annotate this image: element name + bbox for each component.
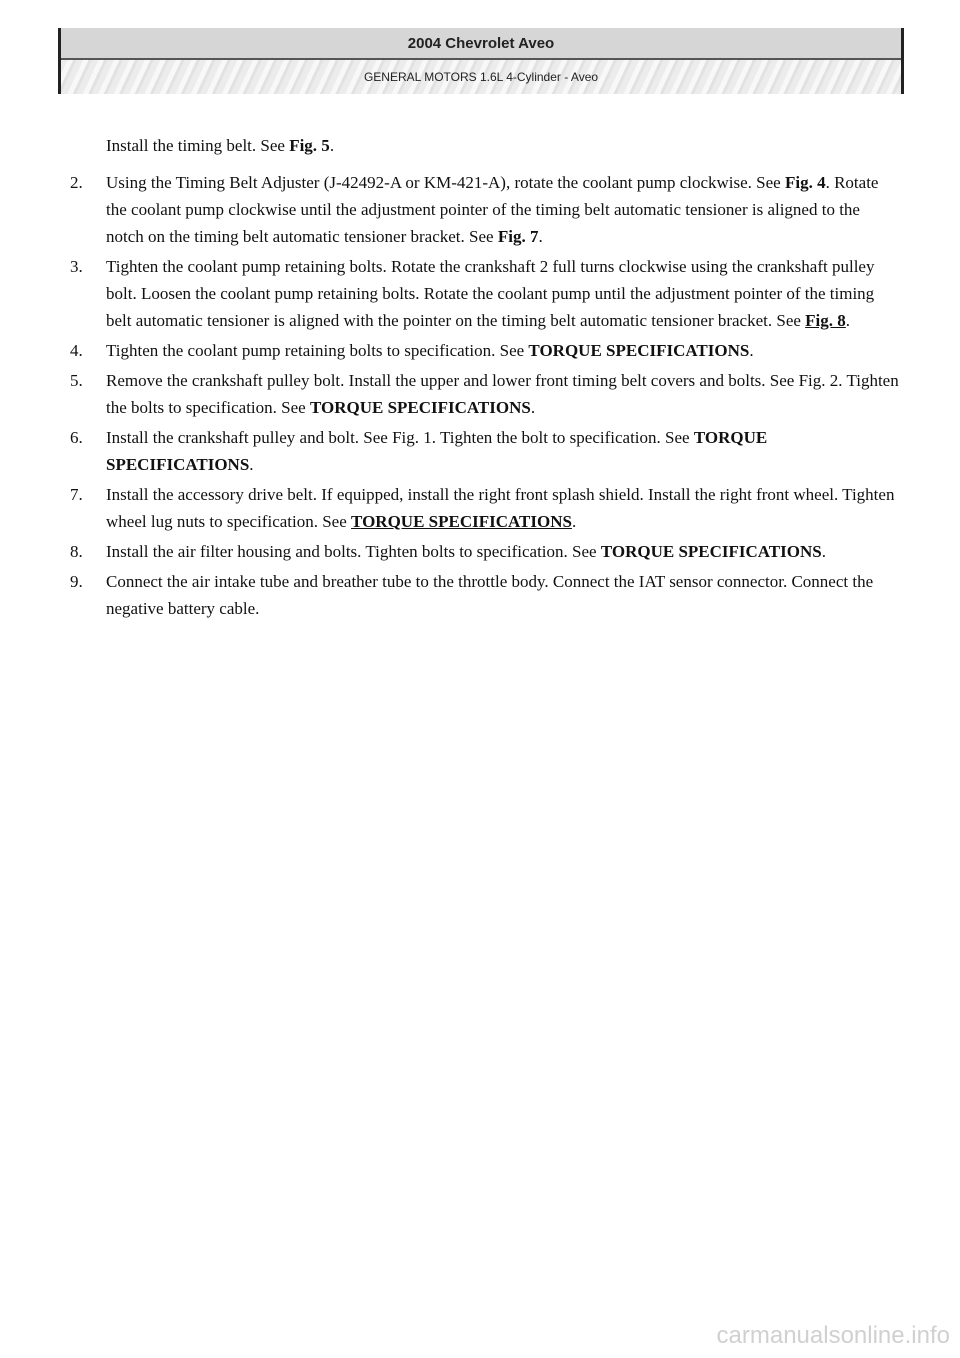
step-number: 8.: [70, 542, 83, 561]
procedure-step: [70, 169, 900, 250]
step-number: 3.: [70, 257, 83, 276]
step-number: 5.: [70, 371, 83, 390]
step-text: Connect the air intake tube and breather tube to the throttle body. Connect the IAT sensor connector. Connect the negative battery cable.: [106, 572, 874, 618]
procedure-step: [70, 481, 900, 535]
intro-step: [106, 132, 900, 159]
procedure-step: [70, 568, 900, 622]
reference-text: TORQUE SPECIFICATIONS: [600, 542, 822, 561]
step-number: 4.: [70, 341, 83, 360]
procedure-step: [70, 538, 900, 565]
step-text: .: [538, 227, 543, 246]
step-text: Remove the crankshaft pulley bolt. Install the upper and lower front timing belt covers and bolts. See Fig. 2. Tighten the bolts to specification. See: [106, 371, 899, 417]
step-number: 7.: [70, 485, 83, 504]
document-title: 2004 Chevrolet Aveo: [61, 28, 901, 60]
reference-text: TORQUE SPECIFICATIONS: [309, 398, 531, 417]
step-number: 6.: [70, 428, 83, 447]
step-text: .: [845, 311, 851, 330]
procedure-step: [70, 337, 900, 364]
step-text: Install the air filter housing and bolts. Tighten bolts to specification. See: [106, 542, 601, 561]
step-text: Tighten the coolant pump retaining bolts. Rotate the crankshaft 2 full turns clockwise using the crankshaft pulley bolt. Loosen the coolant pump retaining bolts. Rotate the coolant pump until the adjustment pointer of the timing belt automatic tensioner is aligned with the pointer on the timing belt automatic tensioner bracket. See: [106, 257, 875, 330]
reference-text: TORQUE SPECIFICATIONS: [528, 341, 750, 360]
step-text: . Rotate the coolant pump clockwise until the adjustment pointer of the timing belt automatic tensioner is aligned to the notch on the timing belt automatic tensioner bracket. See: [106, 173, 879, 246]
step-text: .: [249, 455, 254, 474]
procedure-step: [70, 367, 900, 421]
step-text: Install the accessory drive belt. If equipped, install the right front splash shield. Install the right front wheel. Tighten wheel lug nuts to specification. See: [106, 485, 895, 531]
step-text: .: [821, 542, 826, 561]
reference-text: TORQUE SPECIFICATIONS: [106, 428, 768, 474]
step-text: Using the Timing Belt Adjuster (J-42492-A or KM-421-A), rotate the coolant pump clockwise. See: [106, 173, 785, 192]
step-text: Tighten the coolant pump retaining bolts to specification. See: [106, 341, 529, 360]
procedure-steps: [70, 169, 900, 622]
step-number: 2.: [70, 173, 83, 192]
step-text: .: [749, 341, 754, 360]
step-number: 9.: [70, 572, 83, 591]
document-header: [58, 28, 904, 94]
figure-reference: Fig. 5: [289, 136, 330, 155]
reference-link[interactable]: Fig. 8: [805, 311, 846, 330]
watermark: carmanualsonline.info: [716, 1322, 950, 1349]
step-text: Install the crankshaft pulley and bolt. See Fig. 1. Tighten the bolt to specification. See: [106, 428, 694, 447]
reference-link[interactable]: TORQUE SPECIFICATIONS: [351, 512, 572, 531]
intro-end: .: [329, 136, 335, 155]
document-body: [70, 132, 900, 625]
step-text: .: [571, 512, 577, 531]
intro-text: Install the timing belt. See: [106, 136, 290, 155]
procedure-step: [70, 424, 900, 478]
reference-text: Fig. 4: [784, 173, 826, 192]
procedure-step: [70, 253, 900, 334]
document-subtitle: GENERAL MOTORS 1.6L 4-Cylinder - Aveo: [61, 60, 901, 94]
step-text: .: [530, 398, 536, 417]
reference-text: Fig. 7: [497, 227, 539, 246]
